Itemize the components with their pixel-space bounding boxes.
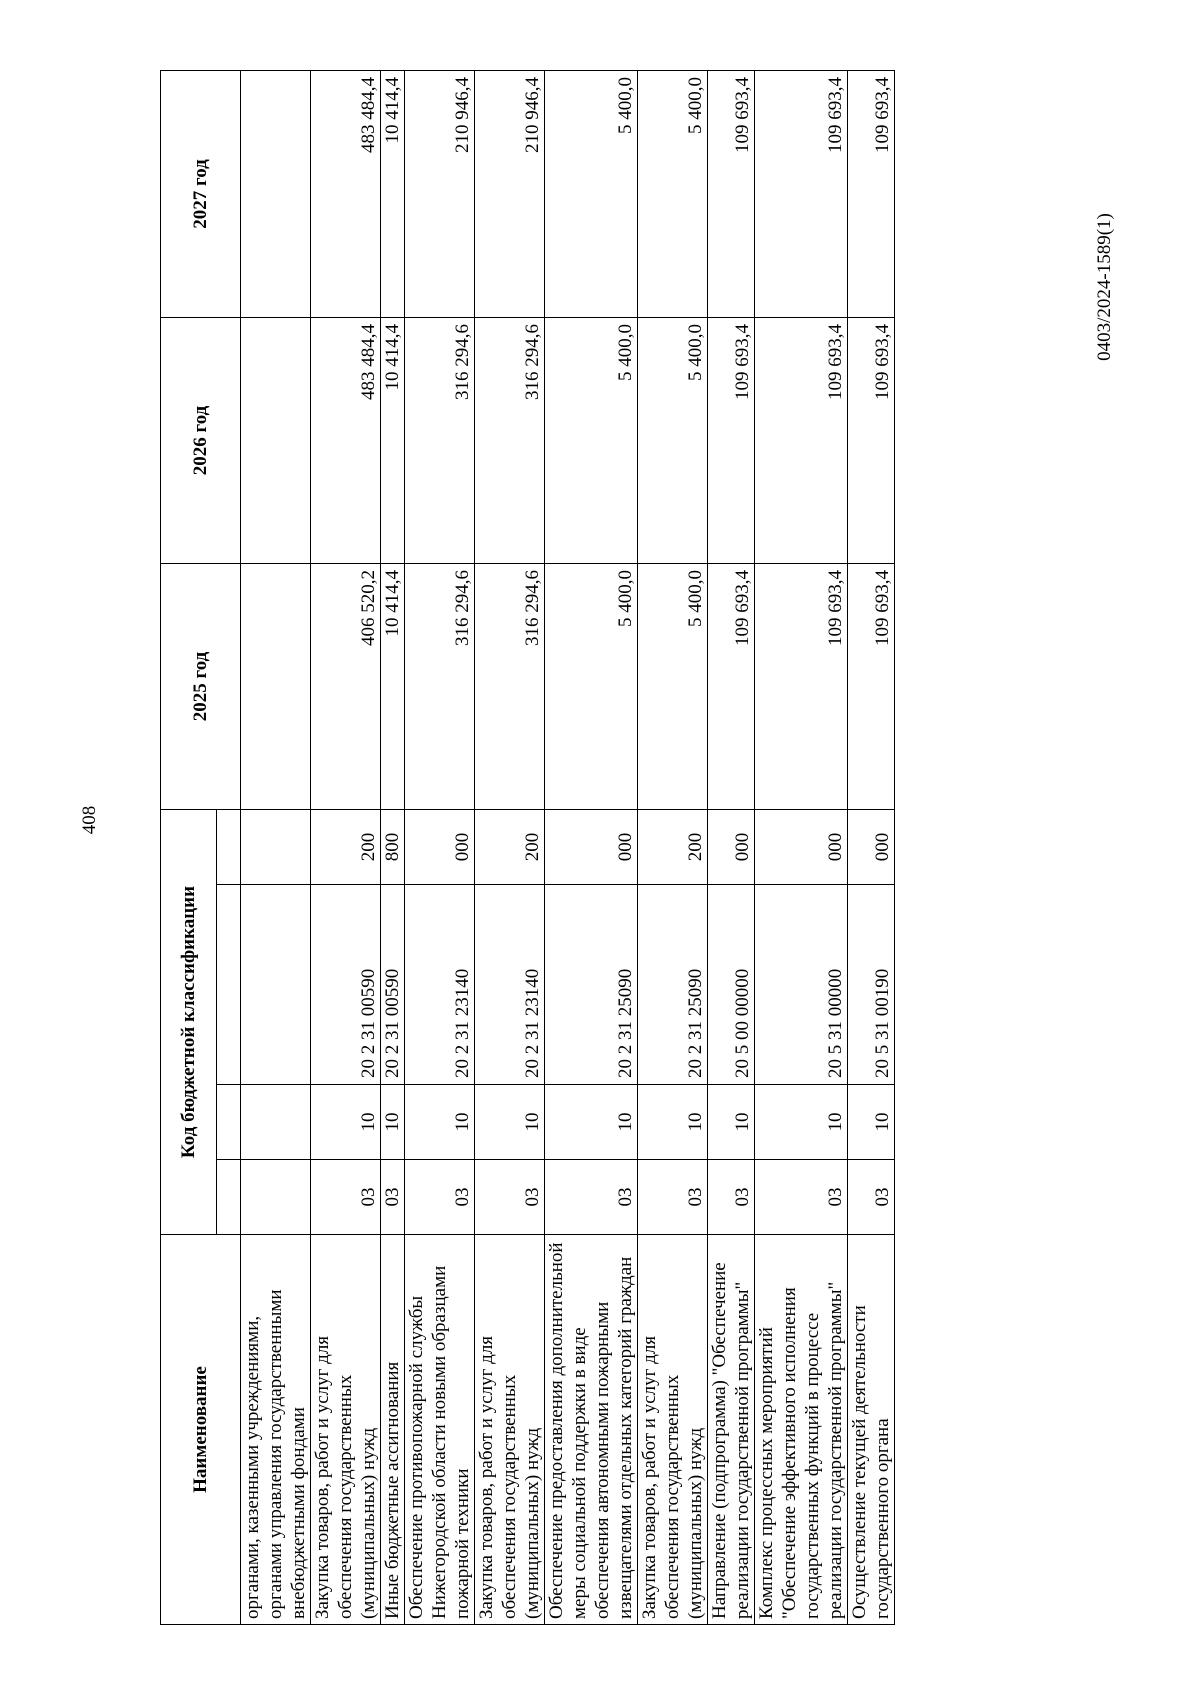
row-code-target: 20 2 31 25090 — [638, 885, 708, 1085]
table-row — [638, 70, 708, 1624]
row-code-expense-type: 000 — [545, 809, 638, 884]
row-code-subsection — [241, 1085, 311, 1160]
row-value-2025: 5 400,0 — [638, 563, 708, 809]
row-value-2025: 316 294,6 — [475, 563, 545, 809]
row-name: Закупка товаров, работ и услуг для обеспечения государственных (муниципальных) нужд — [475, 1235, 545, 1625]
row-value-2026: 316 294,6 — [405, 317, 475, 563]
row-value-2025: 109 693,4 — [708, 563, 755, 809]
row-name: Направление (подпрограмма) "Обеспечение реализации государственной программы" — [708, 1235, 755, 1625]
page-number: 408 — [79, 805, 100, 835]
row-value-2027: 109 693,4 — [755, 70, 848, 317]
row-code-section: 03 — [311, 1160, 381, 1235]
row-value-2026: 316 294,6 — [475, 317, 545, 563]
header-code-group: Код бюджетной классификации — [161, 809, 217, 1234]
row-code-section: 03 — [755, 1160, 848, 1235]
row-code-target — [241, 885, 311, 1085]
header-2027: 2027 год — [161, 70, 241, 317]
row-code-expense-type: 000 — [755, 809, 848, 884]
row-value-2027: 5 400,0 — [545, 70, 638, 317]
row-code-target: 20 2 31 25090 — [545, 885, 638, 1085]
row-name: Закупка товаров, работ и услуг для обеспечения государственных (муниципальных) нужд — [638, 1235, 708, 1625]
row-value-2027: 5 400,0 — [638, 70, 708, 317]
row-value-2026: 5 400,0 — [638, 317, 708, 563]
row-code-section: 03 — [381, 1160, 405, 1235]
row-value-2025: 10 414,4 — [381, 563, 405, 809]
row-value-2025 — [241, 563, 311, 809]
row-code-section: 03 — [405, 1160, 475, 1235]
row-code-subsection: 10 — [708, 1085, 755, 1160]
row-code-expense-type: 200 — [475, 809, 545, 884]
row-code-target: 20 2 31 23140 — [405, 885, 475, 1085]
table-row — [381, 70, 405, 1624]
row-code-target: 20 5 00 00000 — [708, 885, 755, 1085]
table-row — [755, 70, 848, 1624]
budget-table-rotated — [160, 71, 1040, 1625]
row-value-2026 — [241, 317, 311, 563]
row-value-2027 — [241, 70, 311, 317]
row-value-2027: 10 414,4 — [381, 70, 405, 317]
row-code-subsection: 10 — [638, 1085, 708, 1160]
subheader-section — [217, 1160, 241, 1235]
row-name: Обеспечение предоставления дополнительной меры социальной поддержки в виде обеспечения автономными пожарными извещателями отдельных категорий граждан — [545, 1235, 638, 1625]
row-code-expense-type: 000 — [405, 809, 475, 884]
row-value-2026: 109 693,4 — [755, 317, 848, 563]
row-value-2025: 109 693,4 — [755, 563, 848, 809]
row-name: Закупка товаров, работ и услуг для обеспечения государственных (муниципальных) нужд — [311, 1235, 381, 1625]
row-value-2025: 406 520,2 — [311, 563, 381, 809]
table-row — [405, 70, 475, 1624]
subheader-target — [217, 885, 241, 1085]
row-value-2026: 109 693,4 — [708, 317, 755, 563]
row-code-section: 03 — [848, 1160, 895, 1235]
row-code-target: 20 5 31 00190 — [848, 885, 895, 1085]
row-name: Комплекс процессных мероприятий "Обеспечение эффективного исполнения государственных функций в процессе реализации государственной программы" — [755, 1235, 848, 1625]
row-code-subsection: 10 — [755, 1085, 848, 1160]
header-name: Наименование — [161, 1235, 241, 1625]
row-code-target: 20 2 31 00590 — [311, 885, 381, 1085]
header-2025: 2025 год — [161, 563, 241, 809]
row-code-section — [241, 1160, 311, 1235]
header-row — [161, 70, 217, 1624]
row-code-subsection: 10 — [545, 1085, 638, 1160]
row-code-section: 03 — [638, 1160, 708, 1235]
table-row — [311, 70, 381, 1624]
table-row — [708, 70, 755, 1624]
document-code: 0403/2024-1589(1) — [1094, 213, 1115, 361]
row-code-expense-type: 200 — [638, 809, 708, 884]
budget-table — [160, 70, 895, 1625]
row-code-expense-type: 800 — [381, 809, 405, 884]
row-code-target: 20 2 31 23140 — [475, 885, 545, 1085]
subheader-subsection — [217, 1085, 241, 1160]
row-value-2027: 109 693,4 — [848, 70, 895, 317]
row-value-2025: 109 693,4 — [848, 563, 895, 809]
row-code-expense-type: 000 — [708, 809, 755, 884]
row-value-2026: 109 693,4 — [848, 317, 895, 563]
row-name: Осуществление текущей деятельности государственного органа — [848, 1235, 895, 1625]
row-code-subsection: 10 — [381, 1085, 405, 1160]
row-value-2027: 109 693,4 — [708, 70, 755, 317]
subheader-expense-type — [217, 809, 241, 884]
row-code-section: 03 — [475, 1160, 545, 1235]
row-code-subsection: 10 — [848, 1085, 895, 1160]
table-row — [475, 70, 545, 1624]
row-name: Обеспечение противопожарной службы Нижегородской области новыми образцами пожарной техники — [405, 1235, 475, 1625]
row-value-2025: 5 400,0 — [545, 563, 638, 809]
table-row — [545, 70, 638, 1624]
row-code-target: 20 2 31 00590 — [381, 885, 405, 1085]
row-value-2026: 483 484,4 — [311, 317, 381, 563]
row-code-subsection: 10 — [405, 1085, 475, 1160]
row-value-2026: 10 414,4 — [381, 317, 405, 563]
row-code-target: 20 5 31 00000 — [755, 885, 848, 1085]
table-row — [241, 70, 311, 1624]
table-body — [241, 70, 895, 1624]
row-code-expense-type — [241, 809, 311, 884]
row-value-2027: 210 946,4 — [475, 70, 545, 317]
header-2026: 2026 год — [161, 317, 241, 563]
row-code-section: 03 — [708, 1160, 755, 1235]
row-code-expense-type: 000 — [848, 809, 895, 884]
table-row — [848, 70, 895, 1624]
row-name: органами, казенными учреждениями, органами управления государственными внебюджетными фондами — [241, 1235, 311, 1625]
row-value-2027: 210 946,4 — [405, 70, 475, 317]
row-value-2027: 483 484,4 — [311, 70, 381, 317]
row-code-subsection: 10 — [475, 1085, 545, 1160]
row-code-expense-type: 200 — [311, 809, 381, 884]
row-code-subsection: 10 — [311, 1085, 381, 1160]
row-value-2026: 5 400,0 — [545, 317, 638, 563]
row-value-2025: 316 294,6 — [405, 563, 475, 809]
row-code-section: 03 — [545, 1160, 638, 1235]
row-name: Иные бюджетные ассигнования — [381, 1235, 405, 1625]
